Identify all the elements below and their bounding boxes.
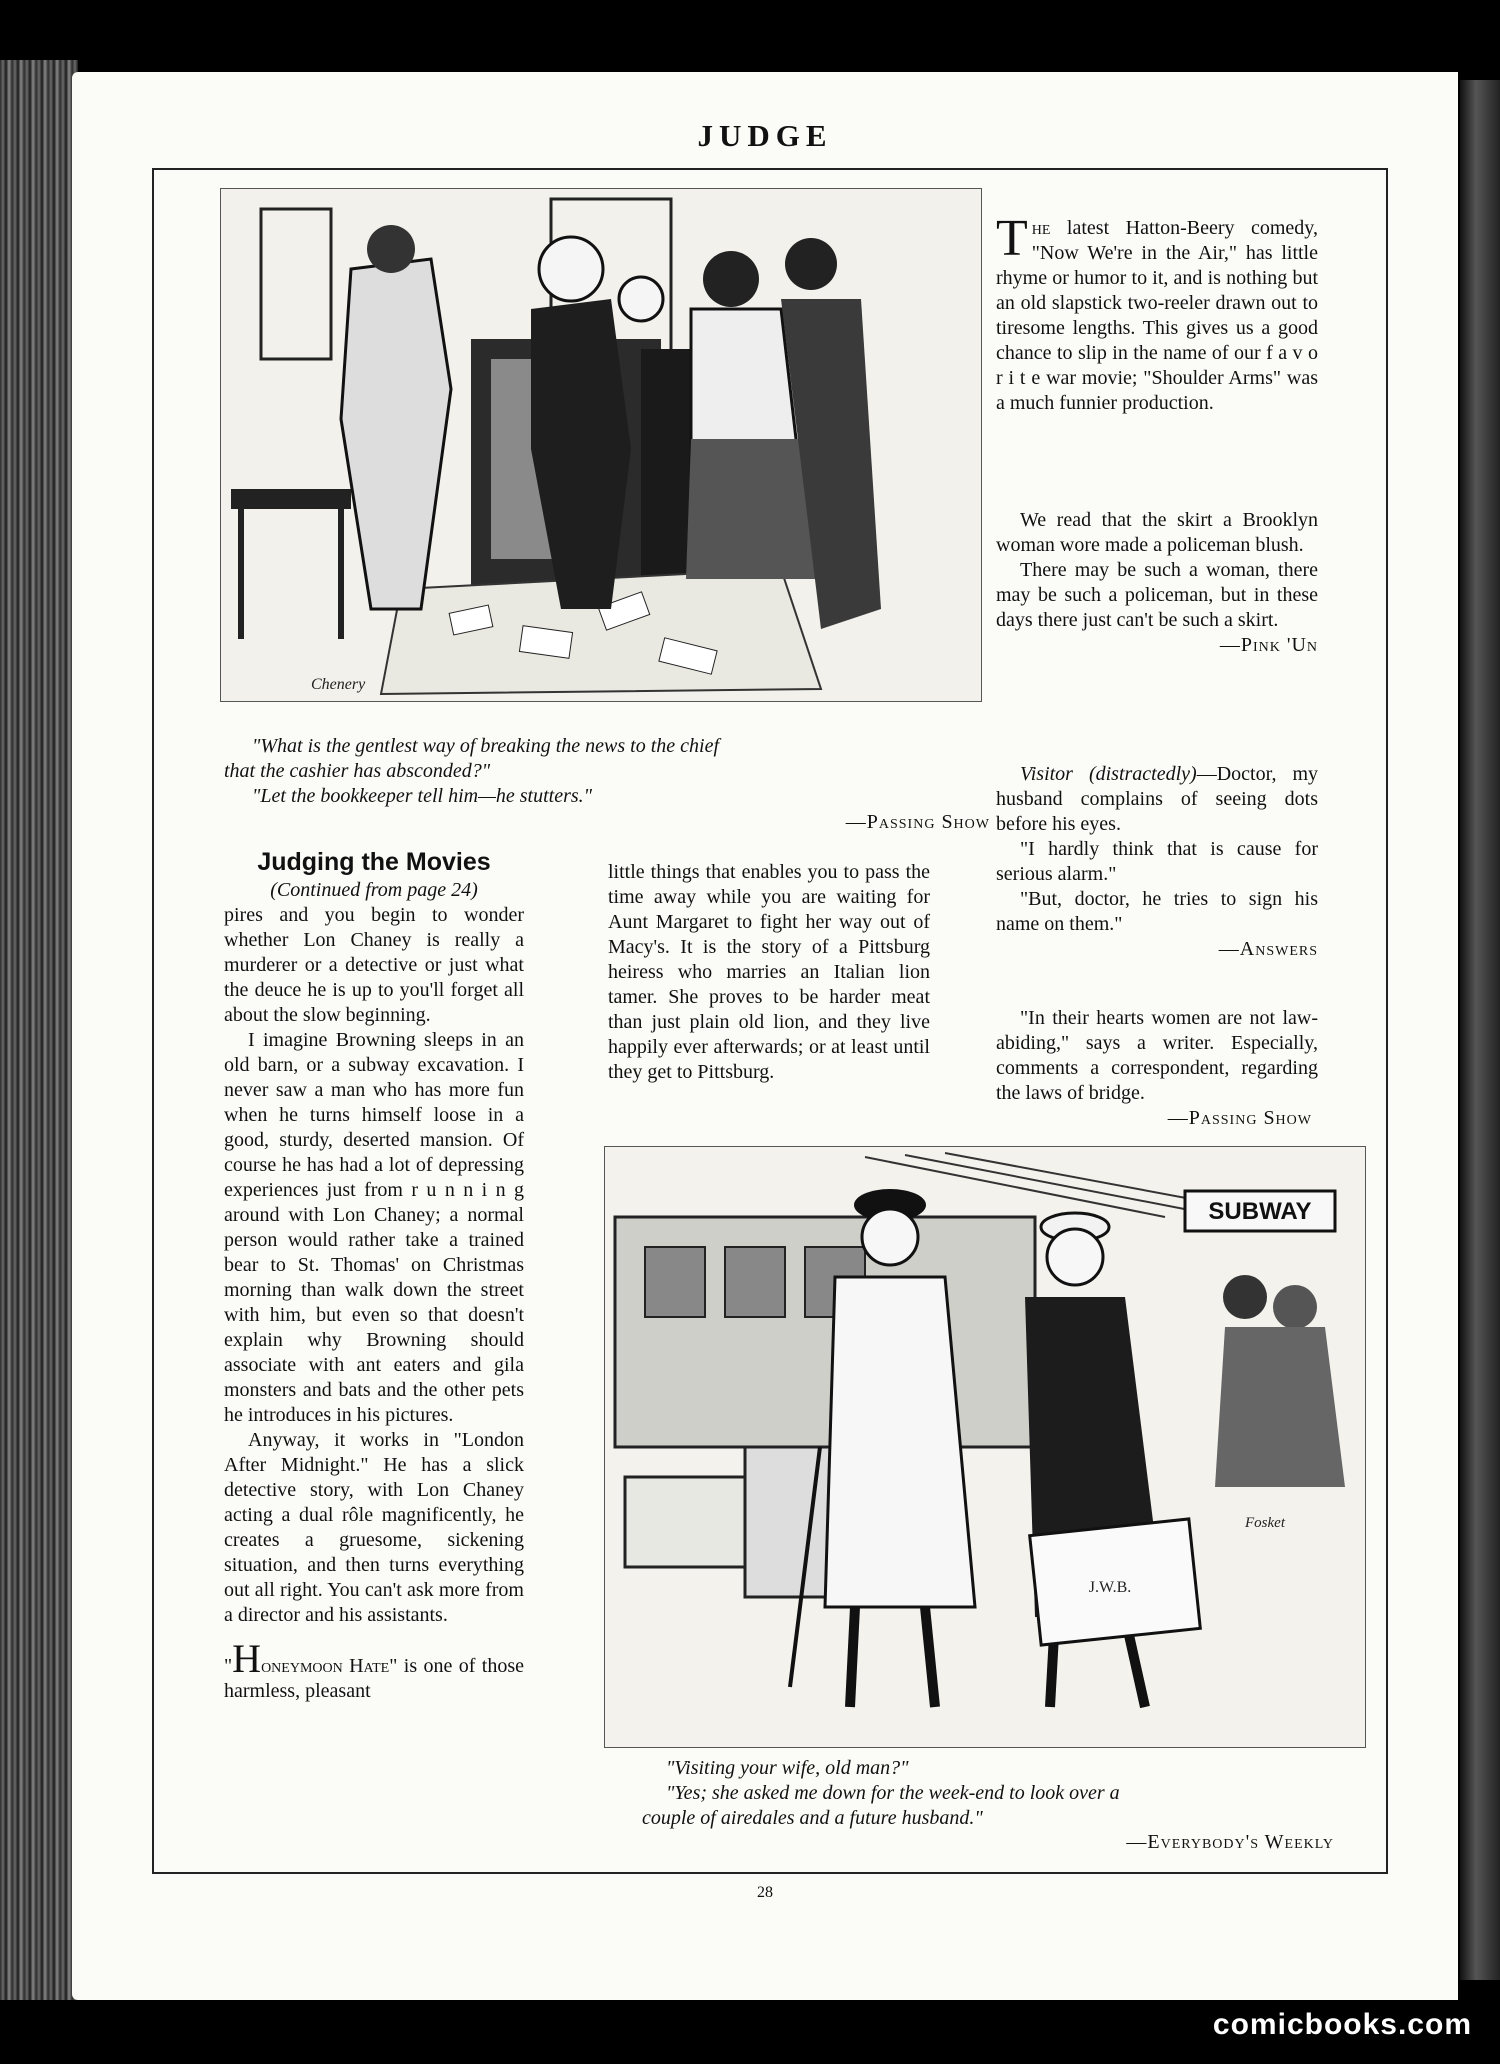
movies-p2: I imagine Browning sleeps in an old barn, or a subway excavation. I never saw a man who has more fun when he turns himself loose in a good, sturdy, deserted mansion. Of course he has had a lot of depressing experiences just from r u n n i n g around with Lon Chaney; a normal person would rather take a trained bear to St. Thomas' on Christmas morning than walk down the street with him, but even so that doesn't explain why Browning should associate with ant eaters and gila monsters and bats and the other pets he introduces in his pictures.	[224, 1029, 524, 1426]
honey-rest: " is one of those harmless, pleasant	[224, 1655, 524, 1702]
site-watermark: comicbooks.com	[1212, 2008, 1472, 2041]
hatton-lead: he	[1031, 217, 1051, 239]
caption1-line-1: "What is the gentlest way of breaking the news to the chief	[252, 735, 720, 757]
movies-p1: pires and you begin to wonder whether Lon Chaney is really a murderer or a detective or just what the deuce he is up to you'll forget all about the slow beginning.	[224, 904, 524, 1026]
cartoon1-credit: —Passing Show	[845, 811, 990, 833]
movies-p3: Anyway, it works in "London After Midnight." He has a slick detective story, with Lon Chaney acting a dual rôle magnificently, he creates a gruesome, sickening situation, and then turns everything out all right. You can't ask more from a director and his assistants.	[224, 1429, 524, 1626]
suitcase-initials: J.W.B.	[1088, 1579, 1132, 1596]
cartoon2-signature: Fosket	[1245, 1515, 1285, 1531]
movies-heading: Judging the Movies	[257, 848, 491, 876]
cartoon2-caption	[642, 1756, 1362, 1831]
item-visitor	[996, 762, 1318, 962]
honey-title: oneymoon Hate	[261, 1655, 390, 1677]
skirt-credit: —Pink 'Un	[1219, 634, 1318, 656]
skirt-p1: We read that the skirt a Brooklyn woman wore made a policeman blush.	[996, 509, 1318, 556]
visitor-speaker: Visitor	[1020, 763, 1073, 785]
item-skirt	[996, 508, 1318, 658]
item-hatton-beery	[996, 210, 1318, 416]
masthead: JUDGE	[697, 118, 833, 153]
hearts-credit: —Passing Show	[1167, 1107, 1312, 1129]
honeymoon-paragraph	[224, 1636, 524, 1704]
movies-continued: (Continued from page 24)	[270, 879, 478, 901]
next-page-edge	[1460, 80, 1500, 1980]
caption1-line-2: that the cashier has absconded?"	[224, 760, 491, 782]
magazine-page	[72, 72, 1458, 2000]
visitor-stage: (distractedly)	[1088, 763, 1197, 785]
book-spine	[0, 60, 78, 2000]
cartoon-subway	[604, 1146, 1366, 1748]
cartoon-bank-vault	[220, 188, 982, 702]
cartoon1-signature: Chenery	[311, 676, 366, 693]
caption1-line-3: "Let the bookkeeper tell him—he stutters."	[252, 785, 593, 807]
movies-col2-text: little things that enables you to pass the time away while you are waiting for Aunt Margaret to fight her way out of Macy's. It is the story of a Pittsburg heiress who marries an Italian lion tamer. She proves to be harder meat than just plain old lion, and they live happily ever afterwards; or at least until they get to Pittsburg.	[608, 861, 930, 1083]
movies-column-2	[608, 860, 930, 1085]
page-number: 28	[757, 1884, 773, 1901]
visitor-credit: —Answers	[1218, 938, 1318, 960]
caption2-line-2: "Yes; she asked me down for the week-end to look over a	[666, 1782, 1120, 1804]
hearts-p1: "In their hearts women are not law-abiding," says a writer. Especially, comments a correspondent, regarding the laws of bridge.	[996, 1007, 1318, 1104]
item-hearts	[996, 1006, 1318, 1131]
subway-sign-text: SUBWAY	[1208, 1198, 1312, 1225]
honey-open-quote: "	[224, 1655, 233, 1677]
visitor-p3: "But, doctor, he tries to sign his name on them."	[996, 888, 1318, 935]
visitor-p1: —Doctor, my husband complains of seeing dots before his eyes.	[996, 763, 1319, 835]
dropcap-t: T	[996, 210, 1028, 267]
cartoon1-caption	[224, 734, 994, 809]
dropcap-h: H	[232, 1636, 262, 1681]
caption2-line-1: "Visiting your wife, old man?"	[666, 1757, 909, 1779]
cartoon2-credit: —Everybody's Weekly	[1126, 1831, 1334, 1853]
movies-column-1	[224, 846, 524, 1704]
caption2-line-3: couple of airedales and a future husband."	[642, 1807, 983, 1829]
hatton-text: latest Hatton-Beery comedy, "Now We're in the Air," has little rhyme or humor to it, and is nothing but an old slapstick two-reeler drawn out to tiresome lengths. This gives us a good chance to slip in the name of our f a v o r i t e war movie; "Shoulder Arms" was a much funnier production.	[996, 217, 1318, 414]
skirt-p2: There may be such a woman, there may be such a policeman, but in these days there just can't be such a skirt.	[996, 559, 1318, 631]
visitor-p2: "I hardly think that is cause for serious alarm."	[996, 838, 1318, 885]
